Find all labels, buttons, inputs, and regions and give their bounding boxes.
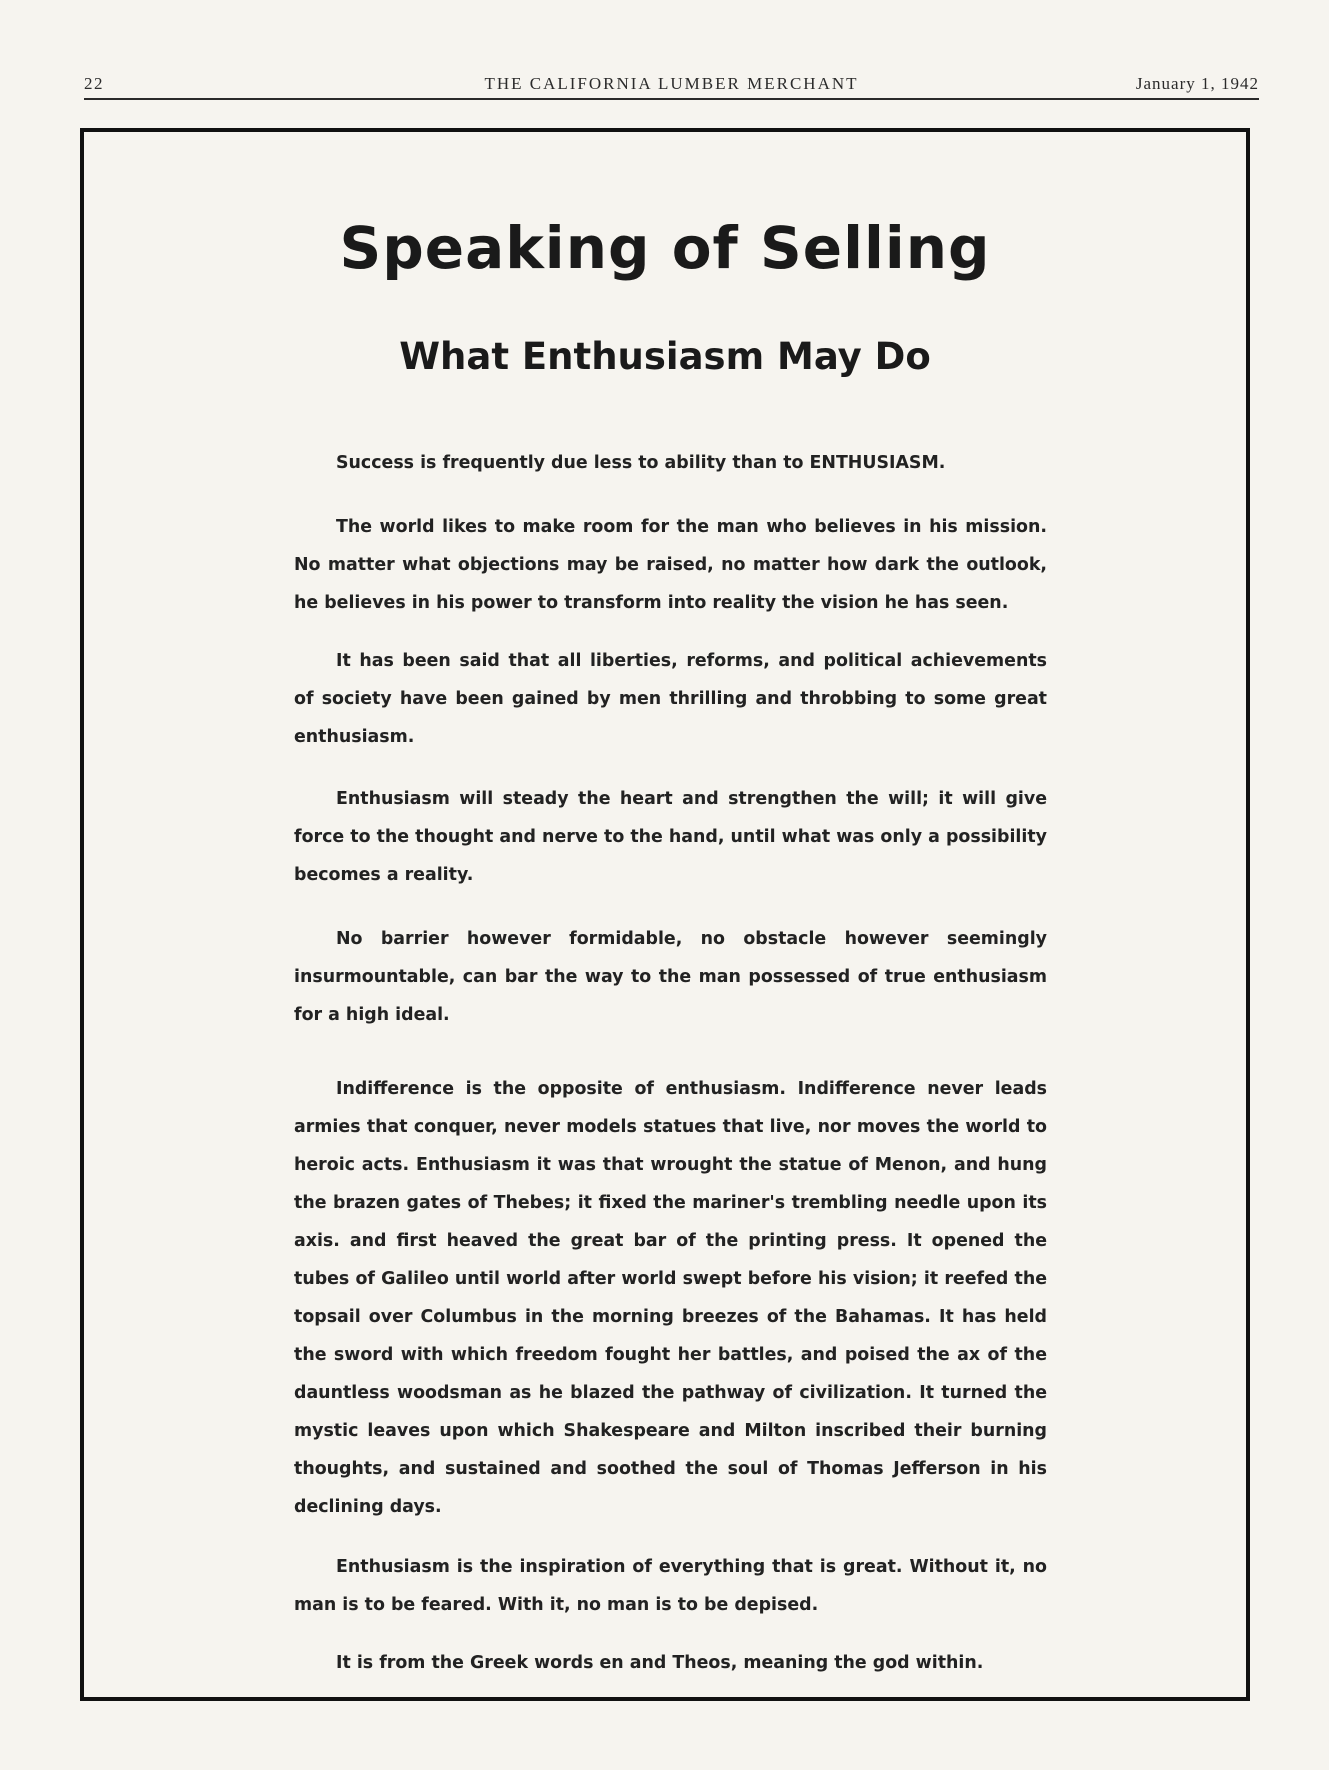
paragraph-1: Success is frequently due less to ability than to ENTHUSIASM.: [336, 453, 946, 473]
running-head: [84, 70, 1259, 100]
publication-title: THE CALIFORNIA LUMBER MERCHANT: [484, 74, 859, 93]
paragraph-3: It has been said that all liberties, reforms, and political achievements of society have been gained by men thrilling and throbbing to some great enthusiasm.: [294, 651, 1047, 747]
page-number: 22: [84, 74, 104, 93]
article-body: [294, 444, 1047, 1682]
paragraph-8: It is from the Greek words en and Theos, meaning the god within.: [336, 1653, 984, 1673]
article-title: Speaking of Selling: [339, 214, 991, 282]
article-subtitle: What Enthusiasm May Do: [399, 335, 931, 378]
issue-date: January 1, 1942: [1135, 74, 1259, 93]
paragraph-7: Enthusiasm is the inspiration of everything that is great. Without it, no man is to be feared. With it, no man is to be depised.: [294, 1557, 1047, 1615]
article-box: [80, 128, 1250, 1701]
paragraph-4: Enthusiasm will steady the heart and strengthen the will; it will give force to the thought and nerve to the hand, until what was only a possibility becomes a reality.: [294, 789, 1047, 885]
paragraph-2: The world likes to make room for the man who believes in his mission. No matter what objections may be raised, no matter how dark the outlook, he believes in his power to transform into reality the vision he has seen.: [294, 517, 1047, 613]
paragraph-6: Indifference is the opposite of enthusiasm. Indifference never leads armies that conquer, never models statues that live, nor moves the world to heroic acts. Enthusiasm it was that wrought the statue of Menon, and hung the brazen gates of Thebes; it fixed the mariner's trembling needle upon its axis. and first heaved the great bar of the printing press. It opened the tubes of Galileo until world after world swept before his vision; it reefed the topsail over Columbus in the morning breezes of the Bahamas. It has held the sword with which freedom fought her battles, and poised the ax of the dauntless woodsman as he blazed the pathway of civilization. It turned the mystic leaves upon which Shakespeare and Milton inscribed their burning thoughts, and sustained and soothed the soul of Thomas Jefferson in his declining days.: [294, 1079, 1047, 1517]
paragraph-5: No barrier however formidable, no obstacle however seemingly insurmountable, can bar the way to the man possessed of true enthusiasm for a high ideal.: [294, 929, 1047, 1025]
